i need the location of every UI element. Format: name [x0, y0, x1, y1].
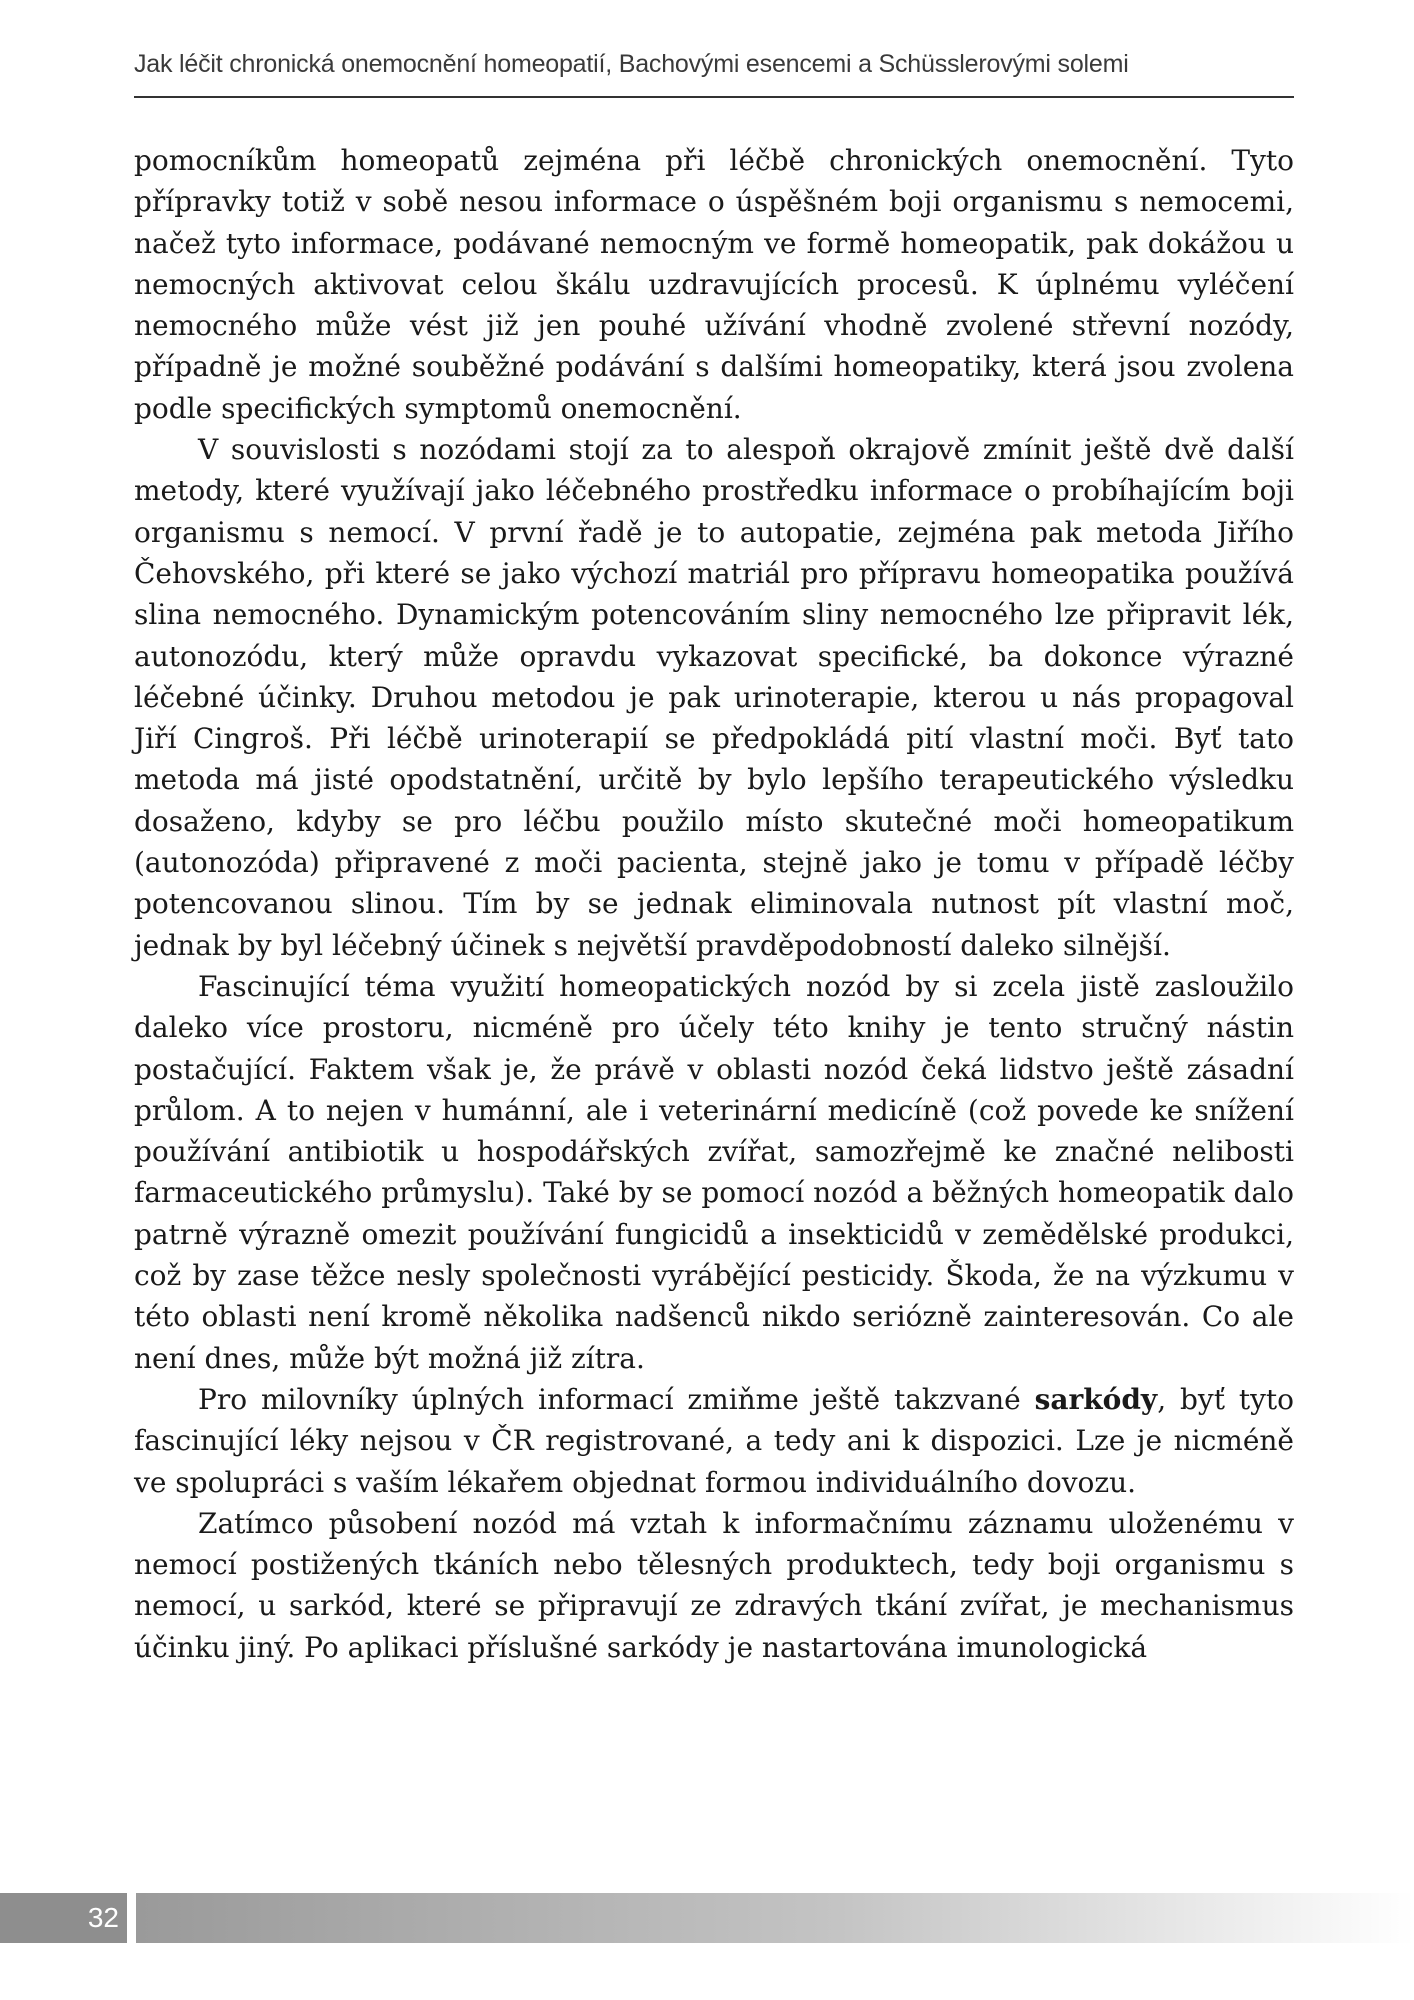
footer-gradient-bar	[136, 1893, 1414, 1943]
paragraph-4-end: , byť tyto fascinující léky nejsou v ČR registrované, a tedy ani k dispozici. Lze je nicméně ve spolupráci s vaším lékařem objednat formou individuálního dovozu.	[134, 1382, 1294, 1499]
page-number-box	[0, 1893, 127, 1943]
page-number: 32	[87, 1902, 119, 1933]
paragraph-4	[134, 1379, 1294, 1503]
running-header	[134, 50, 1294, 98]
page-footer	[0, 1893, 1414, 1943]
paragraph-1: pomocníkům homeopatů zejména při léčbě chronických onemocnění. Tyto přípravky totiž v sobě nesou informace o úspěšném boji organismu s nemocemi, načež tyto informace, podávané nemocným ve formě homeopatik, pak dokážou u nemocných aktivovat celou škálu uzdravujících procesů. K úplnému vyléčení nemocného může vést již jen pouhé užívání vhodně zvolené střevní nozódy, případně je možné souběžné podávání s dalšími homeopatiky, která jsou zvolena podle specifických symptomů onemocnění.	[134, 144, 1294, 425]
paragraph-5: Zatímco působení nozód má vztah k informačnímu záznamu uloženému v nemocí postižených tkáních nebo tělesných produktech, tedy boji organismu s nemocí, u sarkód, které se připravují ze zdravých tkání zvířat, je mechanismus účinku jiný. Po aplikaci příslušné sarkódy je nastartována imunologická	[134, 1506, 1294, 1664]
book-title: Jak léčit chronická onemocnění homeopatií, Bachovými esencemi a Schüsslerovými solemi	[134, 50, 1129, 78]
body-text	[134, 140, 1294, 1668]
paragraph-3: Fascinující téma využití homeopatických nozód by si zcela jistě zasloužilo daleko více prostoru, nicméně pro účely této knihy je tento stručný nástin postačující. Faktem však je, že právě v oblasti nozód čeká lidstvo ještě zásadní průlom. A to nejen v humánní, ale i veterinární medicíně (což povede ke snížení používání antibiotik u hospodářských zvířat, samozřejmě ke značné nelibosti farmaceutického průmyslu). Také by se pomocí nozód a běžných homeopatik dalo patrně výrazně omezit používání fungicidů a insekticidů v zemědělské produkci, což by zase těžce nesly společnosti vyrábějící pesticidy. Škoda, že na výzkumu v této oblasti není kromě několika nadšenců nikdo seriózně zainteresován. Co ale není dnes, může být možná již zítra.	[134, 969, 1294, 1375]
bold-term-sarkody: sarkódy	[1034, 1382, 1158, 1416]
paragraph-2: V souvislosti s nozódami stojí za to alespoň okrajově zmínit ještě dvě další metody, které využívají jako léčebného prostředku informace o probíhajícím boji organismu s nemocí. V první řadě je to autopatie, zejména pak metoda Jiřího Čehovského, při které se jako výchozí matriál pro přípravu homeopatika používá slina nemocného. Dynamickým potencováním sliny nemocného lze připravit lék, autonozódu, který může opravdu vykazovat specifické, ba dokonce výrazné léčebné účinky. Druhou metodou je pak urinoterapie, kterou u nás propagoval Jiří Cingroš. Při léčbě urinoterapií se předpokládá pití vlastní moči. Byť tato metoda má jisté opodstatnění, určitě by bylo lepšího terapeutického výsledku dosaženo, kdyby se pro léčbu použilo místo skutečné moči homeopatikum (autonozóda) připravené z moči pacienta, stejně jako je tomu v případě léčby potencovanou slinou. Tím by se jednak eliminovala nutnost pít vlastní moč, jednak by byl léčebný účinek s největší pravděpodobností daleko silnější.	[134, 433, 1294, 962]
paragraph-4-start: Pro milovníky úplných informací zmiňme ještě takzvané	[198, 1382, 1035, 1416]
